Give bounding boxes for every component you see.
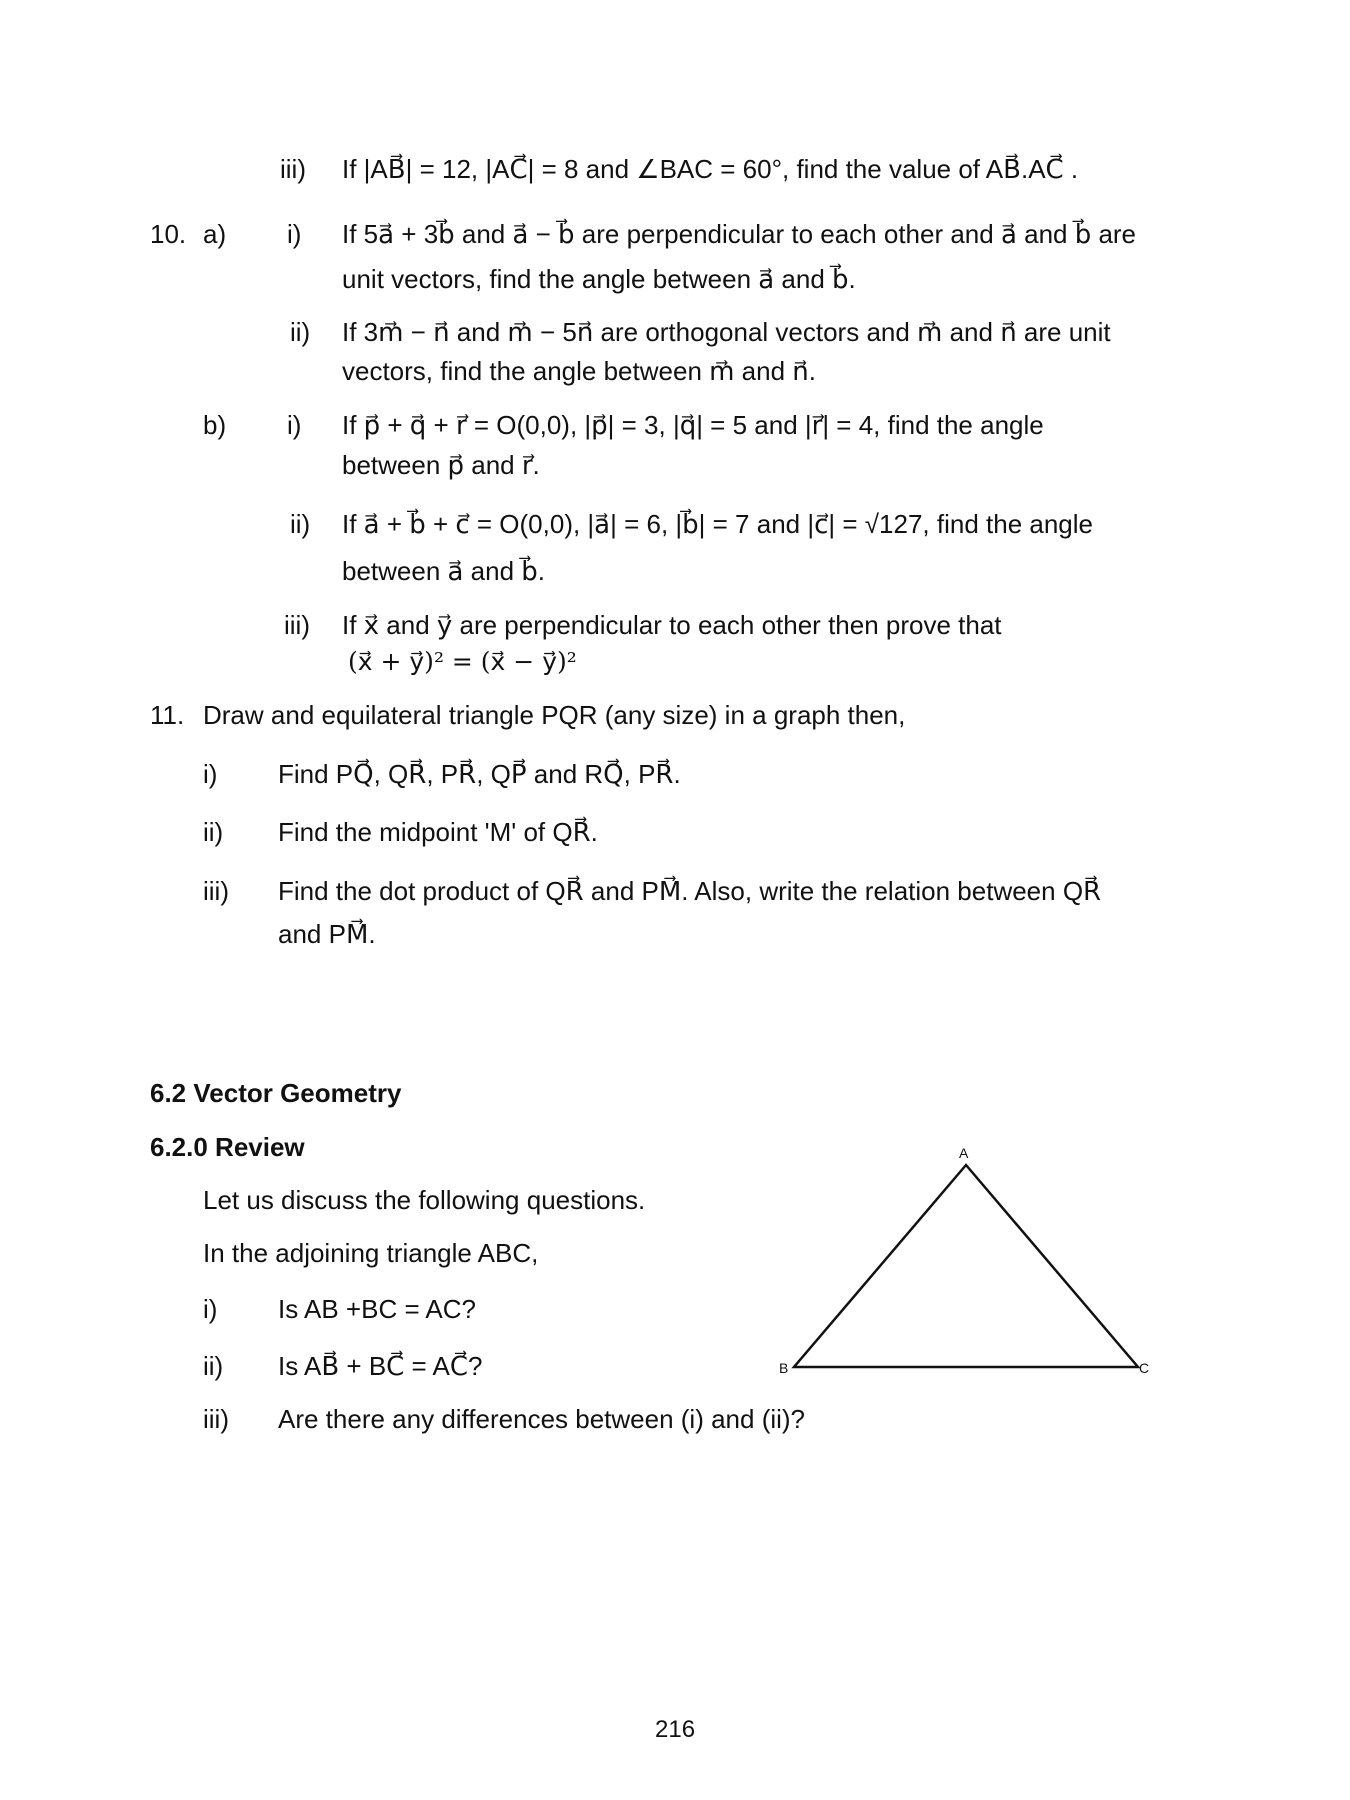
- q10-a-i-line1: If 5a⃗ + 3b⃗ and a⃗ − b⃗ are perpendicular to each other and a⃗ and b⃗ are: [342, 219, 1137, 249]
- review-iii-label: iii): [203, 1404, 229, 1434]
- q11-intro: Draw and equilateral triangle PQR (any size) in a graph then,: [203, 700, 906, 730]
- q10-b-ii-line2: between a⃗ and b⃗.: [342, 556, 546, 586]
- q10-b-iii-label: iii): [284, 610, 310, 640]
- q11-iii-label: iii): [203, 876, 229, 906]
- vertex-c-label: C: [1139, 1360, 1150, 1376]
- vertex-b-label: B: [779, 1360, 789, 1376]
- page-number: 216: [655, 1716, 696, 1743]
- q10-b-ii-line1: If a⃗ + b⃗ + c⃗ = O(0,0), |a⃗| = 6, |b⃗| = 7 and |c⃗| = √127, find the angle: [342, 509, 1093, 539]
- q11-iii-line1: Find the dot product of QR⃗ and PM⃗. Also, write the relation between QR⃗: [278, 876, 1102, 906]
- q10-b-label: b): [203, 410, 227, 440]
- section-heading: 6.2 Vector Geometry: [150, 1078, 402, 1108]
- triangle-abc-figure: [770, 1135, 1170, 1385]
- q11-i-text: Find PQ⃗, QR⃗, PR⃗, QP⃗ and RQ⃗, PR⃗.: [278, 759, 681, 789]
- q10-b-iii-line2: (x⃗ + y⃗)² = (x⃗ − y⃗)²: [348, 647, 577, 676]
- review-ii-text: Is AB⃗ + BC⃗ = AC⃗?: [278, 1351, 483, 1381]
- q10-number: 10.: [150, 219, 187, 249]
- q11-i-label: i): [203, 759, 218, 789]
- q11-iii-line2: and PM⃗.: [278, 919, 376, 949]
- review-ii-label: ii): [203, 1351, 224, 1381]
- review-iii-text: Are there any differences between (i) and (ii)?: [278, 1404, 806, 1434]
- q10-b-iii-line1: If x⃗ and y⃗ are perpendicular to each other then prove that: [342, 610, 1002, 640]
- q9-iii-label: iii): [280, 154, 306, 184]
- review-i-text: Is AB +BC = AC?: [278, 1294, 476, 1324]
- q11-ii-text: Find the midpoint 'M' of QR⃗.: [278, 817, 598, 847]
- q10-b-i-line1: If p⃗ + q⃗ + r⃗ = O(0,0), |p⃗| = 3, |q⃗| = 5 and |r⃗| = 4, find the angle: [342, 410, 1044, 440]
- q10-a-label: a): [203, 219, 227, 249]
- q10-a-i-line2: unit vectors, find the angle between a⃗ and b⃗.: [342, 264, 856, 294]
- q10-a-ii-line1: If 3m⃗ − n⃗ and m⃗ − 5n⃗ are orthogonal vectors and m⃗ and n⃗ are unit: [342, 317, 1111, 347]
- q10-a-i-label: i): [287, 219, 302, 249]
- section-subheading: 6.2.0 Review: [150, 1132, 305, 1162]
- q10-a-ii-line2: vectors, find the angle between m⃗ and n⃗.: [342, 356, 816, 386]
- q9-iii-text: If |AB⃗| = 12, |AC⃗| = 8 and ∠BAC = 60°, find the value of AB⃗.AC⃗ .: [342, 154, 1079, 184]
- q10-b-i-label: i): [287, 410, 302, 440]
- review-i-label: i): [203, 1294, 218, 1324]
- triangle-abc: [794, 1165, 1138, 1367]
- q11-ii-label: ii): [203, 817, 224, 847]
- q10-b-ii-label: ii): [290, 509, 311, 539]
- q10-b-i-line2: between p⃗ and r⃗.: [342, 450, 540, 480]
- q11-number: 11.: [150, 700, 185, 730]
- section-intro2: In the adjoining triangle ABC,: [203, 1238, 539, 1268]
- vertex-a-label: A: [959, 1145, 969, 1161]
- q10-a-ii-label: ii): [290, 317, 311, 347]
- section-intro1: Let us discuss the following questions.: [203, 1185, 646, 1215]
